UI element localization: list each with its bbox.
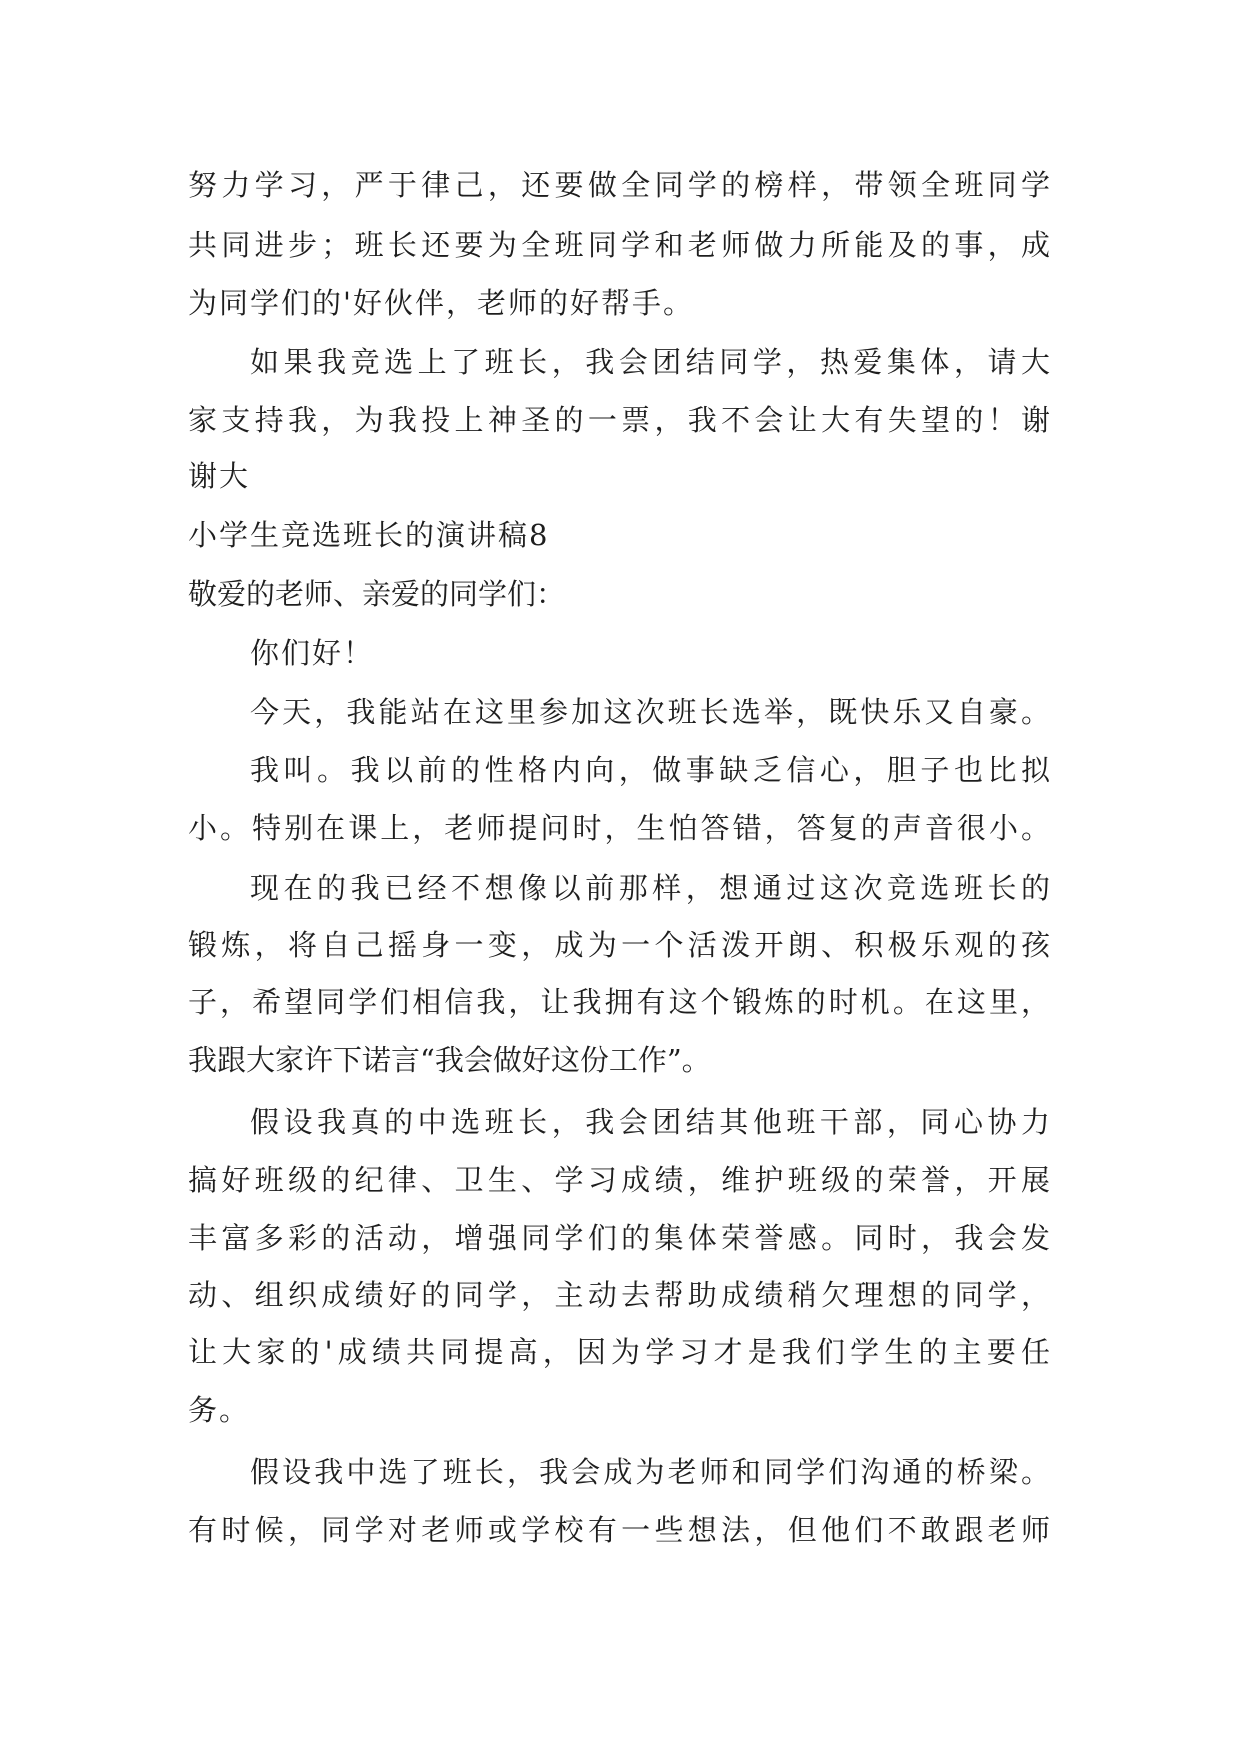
text-line: 如果我竞选上了班长，我会团结同学，热爱集体，请大 — [250, 345, 1050, 379]
text-line: 务。 — [188, 1393, 251, 1427]
text-line: 假设我真的中选班长，我会团结其他班干部，同心协力 — [250, 1105, 1050, 1139]
text-line: 今天，我能站在这里参加这次班长选举，既快乐又自豪。 — [250, 695, 1050, 729]
text-line: 家支持我，为我投上神圣的一票，我不会让大有失望的！谢 — [188, 403, 1050, 437]
text-line: 假设我中选了班长，我会成为老师和同学们沟通的桥梁。 — [250, 1455, 1050, 1489]
text-line: 搞好班级的纪律、卫生、学习成绩，维护班级的荣誉，开展 — [188, 1163, 1050, 1197]
text-line: 让大家的'成绩共同提高，因为学习才是我们学生的主要任 — [188, 1335, 1050, 1369]
text-line: 小。特别在课上，老师提问时，生怕答错，答复的声音很小。 — [188, 811, 1050, 845]
text-line: 我跟大家许下诺言“我会做好这份工作”。 — [188, 1043, 711, 1077]
text-line: 为同学们的'好伙伴，老师的好帮手。 — [188, 286, 694, 320]
text-line: 有时候，同学对老师或学校有一些想法，但他们不敢跟老师 — [188, 1513, 1050, 1547]
text-line: 你们好！ — [250, 636, 375, 670]
text-line: 子，希望同学们相信我，让我拥有这个锻炼的时机。在这里， — [188, 985, 1050, 1019]
text-line: 敬爱的老师、亲爱的同学们： — [188, 577, 566, 611]
text-line: 动、组织成绩好的同学，主动去帮助成绩稍欠理想的同学， — [188, 1278, 1050, 1312]
text-line: 我叫。我以前的性格内向，做事缺乏信心，胆子也比拟 — [250, 753, 1050, 787]
text-line: 现在的我已经不想像以前那样，想通过这次竞选班长的 — [250, 871, 1050, 905]
text-line: 谢大 — [188, 459, 251, 493]
heading-line: 小学生竞选班长的演讲稿8 — [188, 518, 550, 552]
text-line: 锻炼，将自己摇身一变，成为一个活泼开朗、积极乐观的孩 — [188, 928, 1050, 962]
text-line: 努力学习，严于律己，还要做全同学的榜样，带领全班同学 — [188, 168, 1050, 202]
text-line: 共同进步；班长还要为全班同学和老师做力所能及的事，成 — [188, 228, 1050, 262]
text-line: 丰富多彩的活动，增强同学们的集体荣誉感。同时，我会发 — [188, 1221, 1050, 1255]
